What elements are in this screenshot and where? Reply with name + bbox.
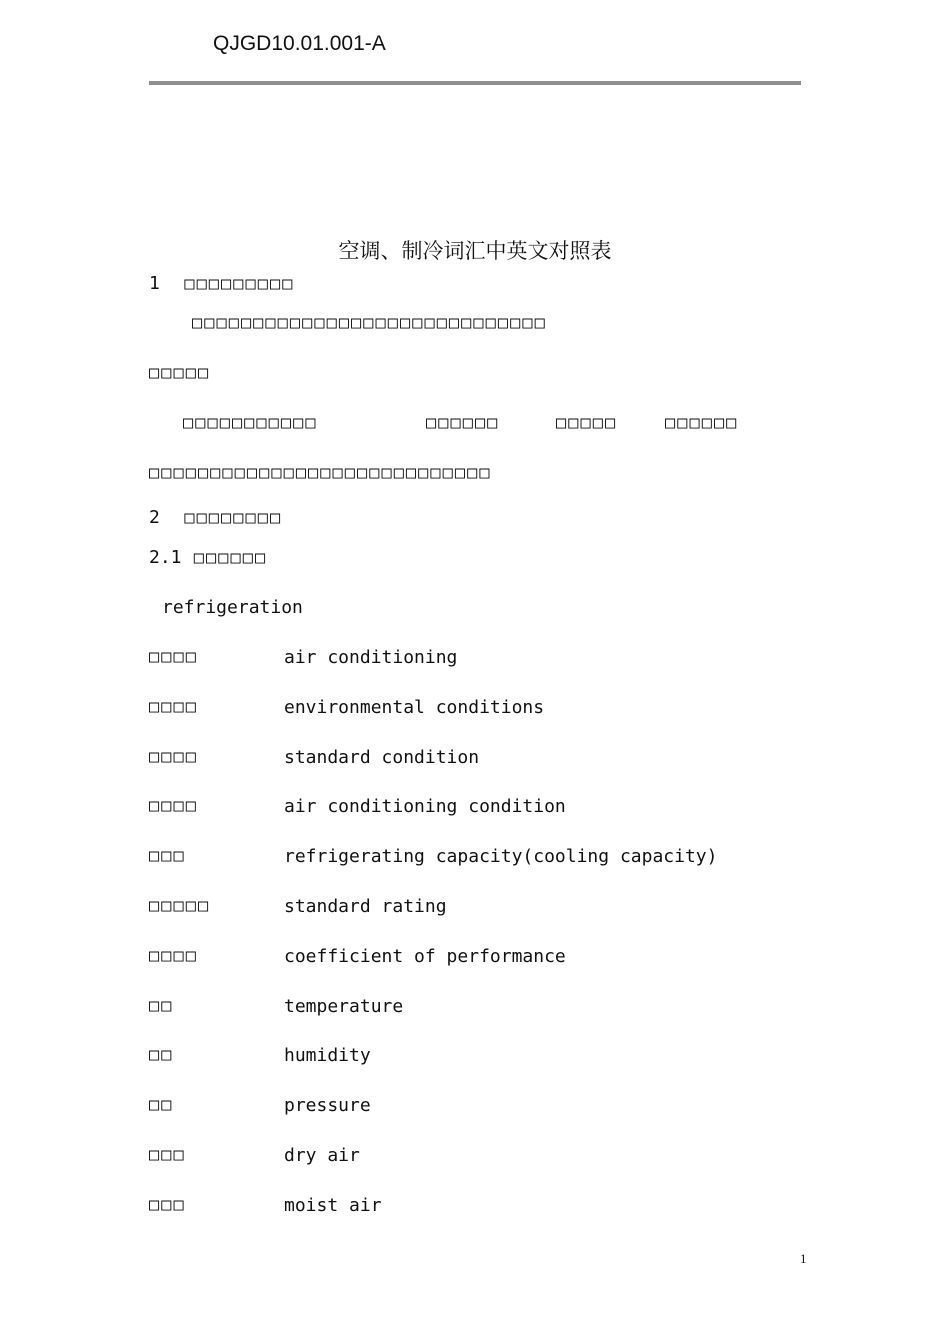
section-1-heading bbox=[149, 273, 294, 294]
first-term-english: refrigeration bbox=[162, 597, 303, 618]
term-english: air conditioning bbox=[284, 647, 458, 668]
section-2-number: 2 bbox=[149, 507, 160, 528]
section-2-1-title: □□□□□□ bbox=[193, 548, 268, 568]
page-title: 空调、制冷词汇中英文对照表 bbox=[338, 239, 612, 263]
document-code: QJGD10.01.001-A bbox=[213, 32, 386, 55]
term-english: dry air bbox=[284, 1145, 360, 1166]
section-1-paragraph-line-4: □□□□□□□□□□□□□□□□□□□□□□□□□□□□ bbox=[149, 463, 492, 483]
term-chinese: □□ bbox=[149, 996, 174, 1016]
term-chinese: □□ bbox=[149, 1045, 174, 1065]
section-2-title: □□□□□□□□ bbox=[184, 508, 283, 528]
term-english: environmental conditions bbox=[284, 697, 545, 718]
section-1-row-3-part-d: □□□□□□ bbox=[665, 413, 739, 433]
term-chinese: □□ bbox=[149, 1095, 174, 1115]
section-2-1-number: 2.1 bbox=[149, 547, 182, 568]
section-1-row-3-part-b: □□□□□□ bbox=[426, 413, 500, 433]
term-chinese: □□□□ bbox=[149, 647, 198, 667]
term-chinese: □□□ bbox=[149, 846, 186, 866]
section-1-paragraph-line-1: □□□□□□□□□□□□□□□□□□□□□□□□□□□□□ bbox=[192, 313, 547, 333]
term-chinese: □□□□ bbox=[149, 946, 198, 966]
term-chinese: □□□ bbox=[149, 1145, 186, 1165]
term-english: standard rating bbox=[284, 896, 447, 917]
section-1-row-3-part-c: □□□□□ bbox=[556, 413, 618, 433]
section-2-1-heading bbox=[149, 547, 267, 568]
term-english: standard condition bbox=[284, 747, 480, 768]
section-1-title: □□□□□□□□□ bbox=[184, 274, 295, 294]
term-english: humidity bbox=[284, 1045, 371, 1066]
page-number: 1 bbox=[800, 1251, 807, 1266]
term-english: pressure bbox=[284, 1095, 371, 1116]
term-chinese: □□□□ bbox=[149, 796, 198, 816]
section-1-number: 1 bbox=[149, 273, 160, 294]
term-english: coefficient of performance bbox=[284, 946, 566, 967]
term-chinese: □□□□ bbox=[149, 747, 198, 767]
term-english: refrigerating capacity(cooling capacity) bbox=[284, 846, 718, 867]
term-english: air conditioning condition bbox=[284, 796, 566, 817]
term-english: temperature bbox=[284, 996, 404, 1017]
term-chinese: □□□ bbox=[149, 1195, 186, 1215]
term-english: moist air bbox=[284, 1195, 382, 1216]
section-1-paragraph-line-2: □□□□□ bbox=[149, 363, 211, 383]
term-chinese: □□□□□ bbox=[149, 896, 211, 916]
section-1-row-3-part-a: □□□□□□□□□□□ bbox=[183, 413, 318, 433]
section-2-heading bbox=[149, 507, 282, 528]
term-chinese: □□□□ bbox=[149, 697, 198, 717]
header-divider bbox=[149, 81, 801, 85]
